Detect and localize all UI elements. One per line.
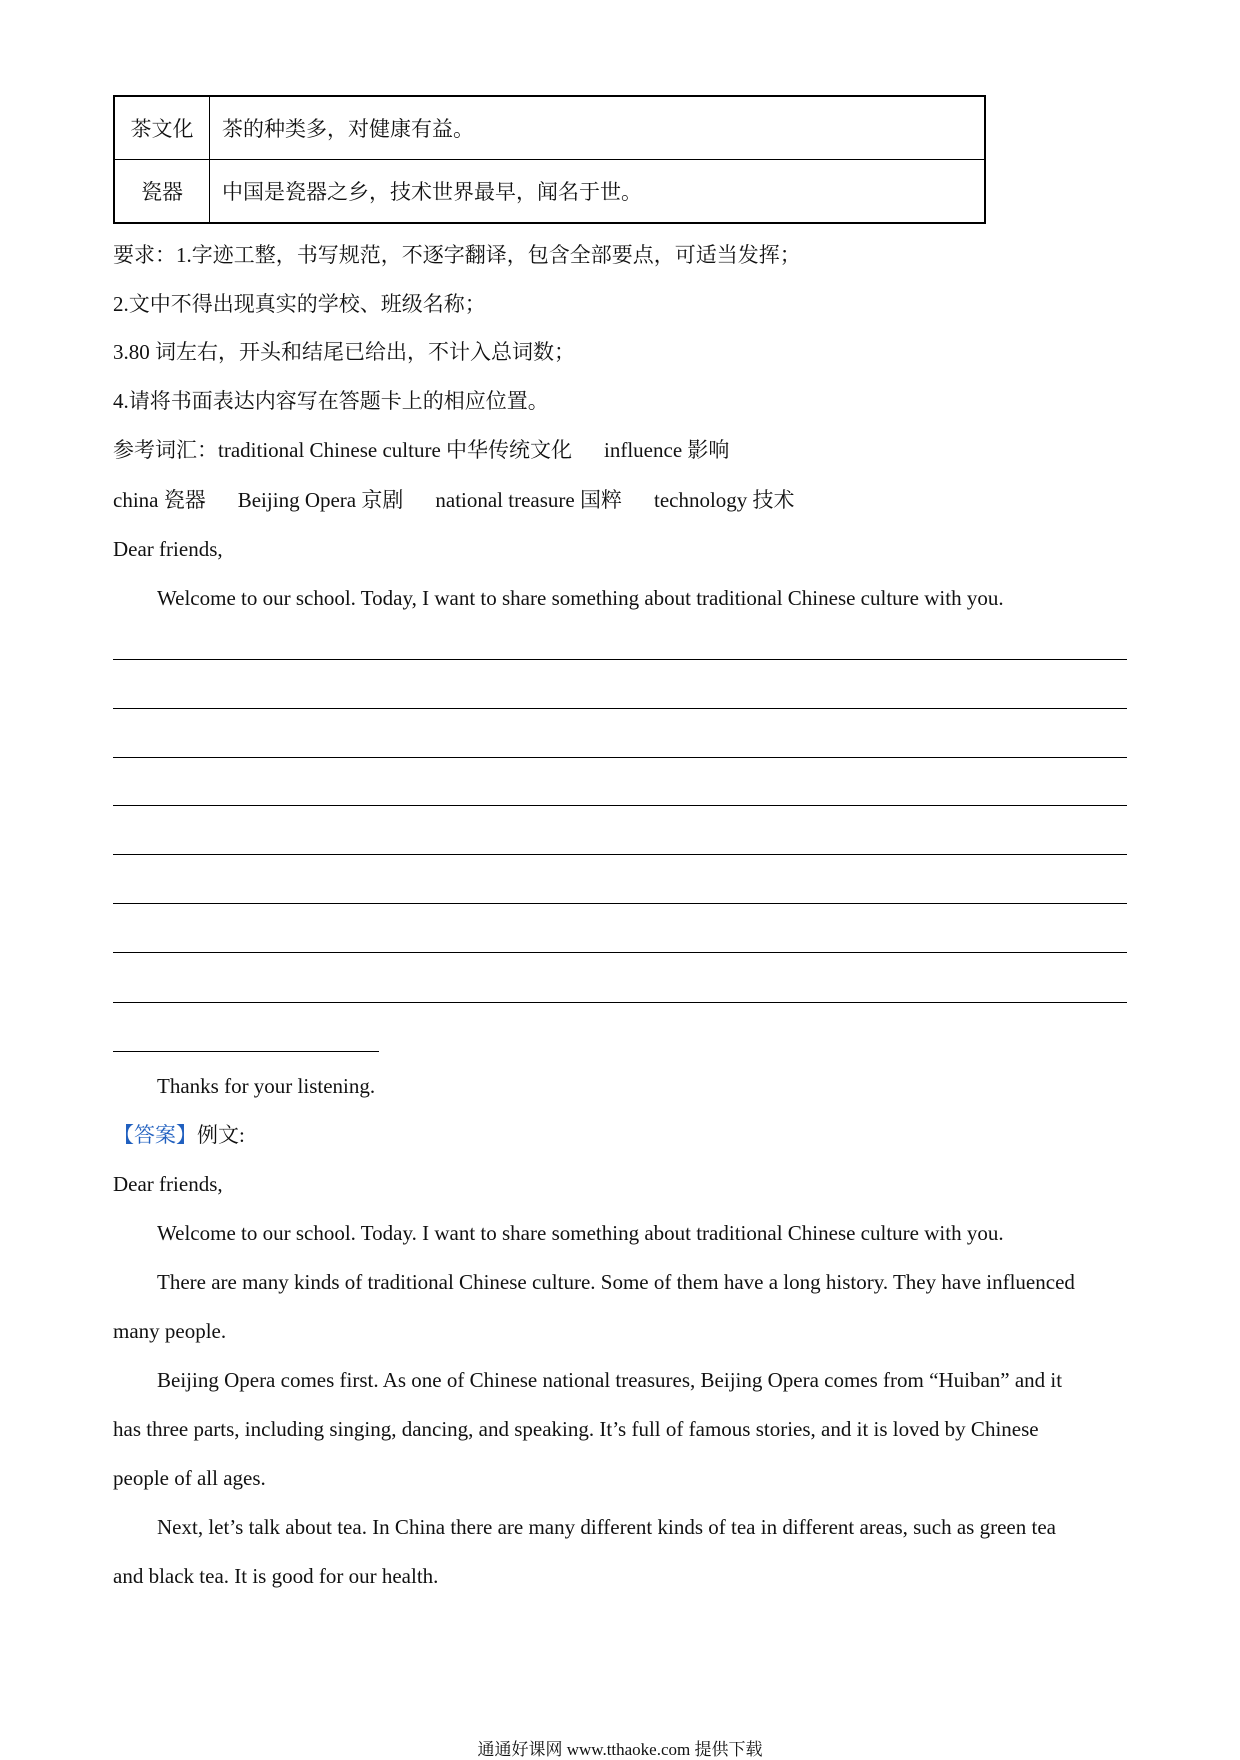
answer-line-text: and black tea. It is good for our health. <box>113 1564 439 1588</box>
vocab-item: influence 影响 <box>604 438 730 462</box>
table-row-content: 茶的种类多，对健康有益。 <box>210 96 986 160</box>
vocab-line-1 <box>113 436 761 464</box>
table-row-label: 茶文化 <box>114 96 210 160</box>
answer-greeting: Dear friends, <box>113 1172 223 1196</box>
requirement-2: 2.文中不得出现真实的学校、班级名称； <box>113 292 486 316</box>
answer-line-text: has three parts, including singing, dancing, and speaking. It’s full of famous stories, and it is loved by Chinese <box>113 1417 1039 1441</box>
answer-line <box>113 708 1127 709</box>
answer-line-text: Beijing Opera comes first. As one of Chinese national treasures, Beijing Opera comes from “Huiban” and it <box>157 1368 1063 1392</box>
table-row-content: 中国是瓷器之乡，技术世界最早，闻名于世。 <box>210 160 986 224</box>
answer-heading <box>113 1121 245 1149</box>
vocab-item: national treasure 国粹 <box>435 488 622 512</box>
answer-line <box>113 659 1127 660</box>
prompt-closing: Thanks for your listening. <box>157 1074 376 1098</box>
prompt-greeting: Dear friends, <box>113 537 223 561</box>
table-row <box>114 96 985 160</box>
table-row <box>114 160 985 224</box>
answer-line <box>113 854 1127 855</box>
table-row-label: 瓷器 <box>114 160 210 224</box>
vocab-item: technology 技术 <box>653 488 795 512</box>
answer-line <box>113 952 1127 953</box>
answer-line-text: many people. <box>113 1319 227 1343</box>
requirement-4: 4.请将书面表达内容写在答题卡上的相应位置。 <box>113 389 549 413</box>
answer-line-text: Welcome to our school. Today. I want to share something about traditional Chinese culture with you. <box>157 1221 1004 1245</box>
prompt-opening: Welcome to our school. Today, I want to share something about traditional Chinese culture with you. <box>157 586 1004 610</box>
vocab-item: Beijing Opera 京剧 <box>237 488 404 512</box>
requirement-1: 要求：1.字迹工整，书写规范，不逐字翻译，包含全部要点，可适当发挥； <box>113 243 801 267</box>
answer-line <box>113 757 1127 758</box>
answer-line <box>113 805 1127 806</box>
answer-line <box>113 1002 1127 1003</box>
vocab-line-2 <box>113 486 827 514</box>
answer-line-text: Next, let’s talk about tea. In China there are many different kinds of tea in different areas, such as green tea <box>157 1515 1056 1539</box>
vocab-item: 参考词汇：traditional Chinese culture 中华传统文化 <box>113 438 573 462</box>
requirement-3: 3.80 词左右，开头和结尾已给出，不计入总词数； <box>113 340 575 364</box>
answer-line-text: There are many kinds of traditional Chinese culture. Some of them have a long history. They have influenced <box>157 1270 1075 1294</box>
page-footer: 通通好课网 www.tthaoke.com 提供下载 <box>477 1740 763 1759</box>
answer-line <box>113 903 1127 904</box>
answer-line-text: people of all ages. <box>113 1466 266 1490</box>
culture-table <box>113 95 986 224</box>
vocab-item: china 瓷器 <box>113 488 206 512</box>
answer-line-short <box>113 1051 379 1052</box>
answer-tag-suffix: 例文: <box>197 1123 245 1147</box>
answer-tag: 【答案】 <box>113 1123 197 1147</box>
